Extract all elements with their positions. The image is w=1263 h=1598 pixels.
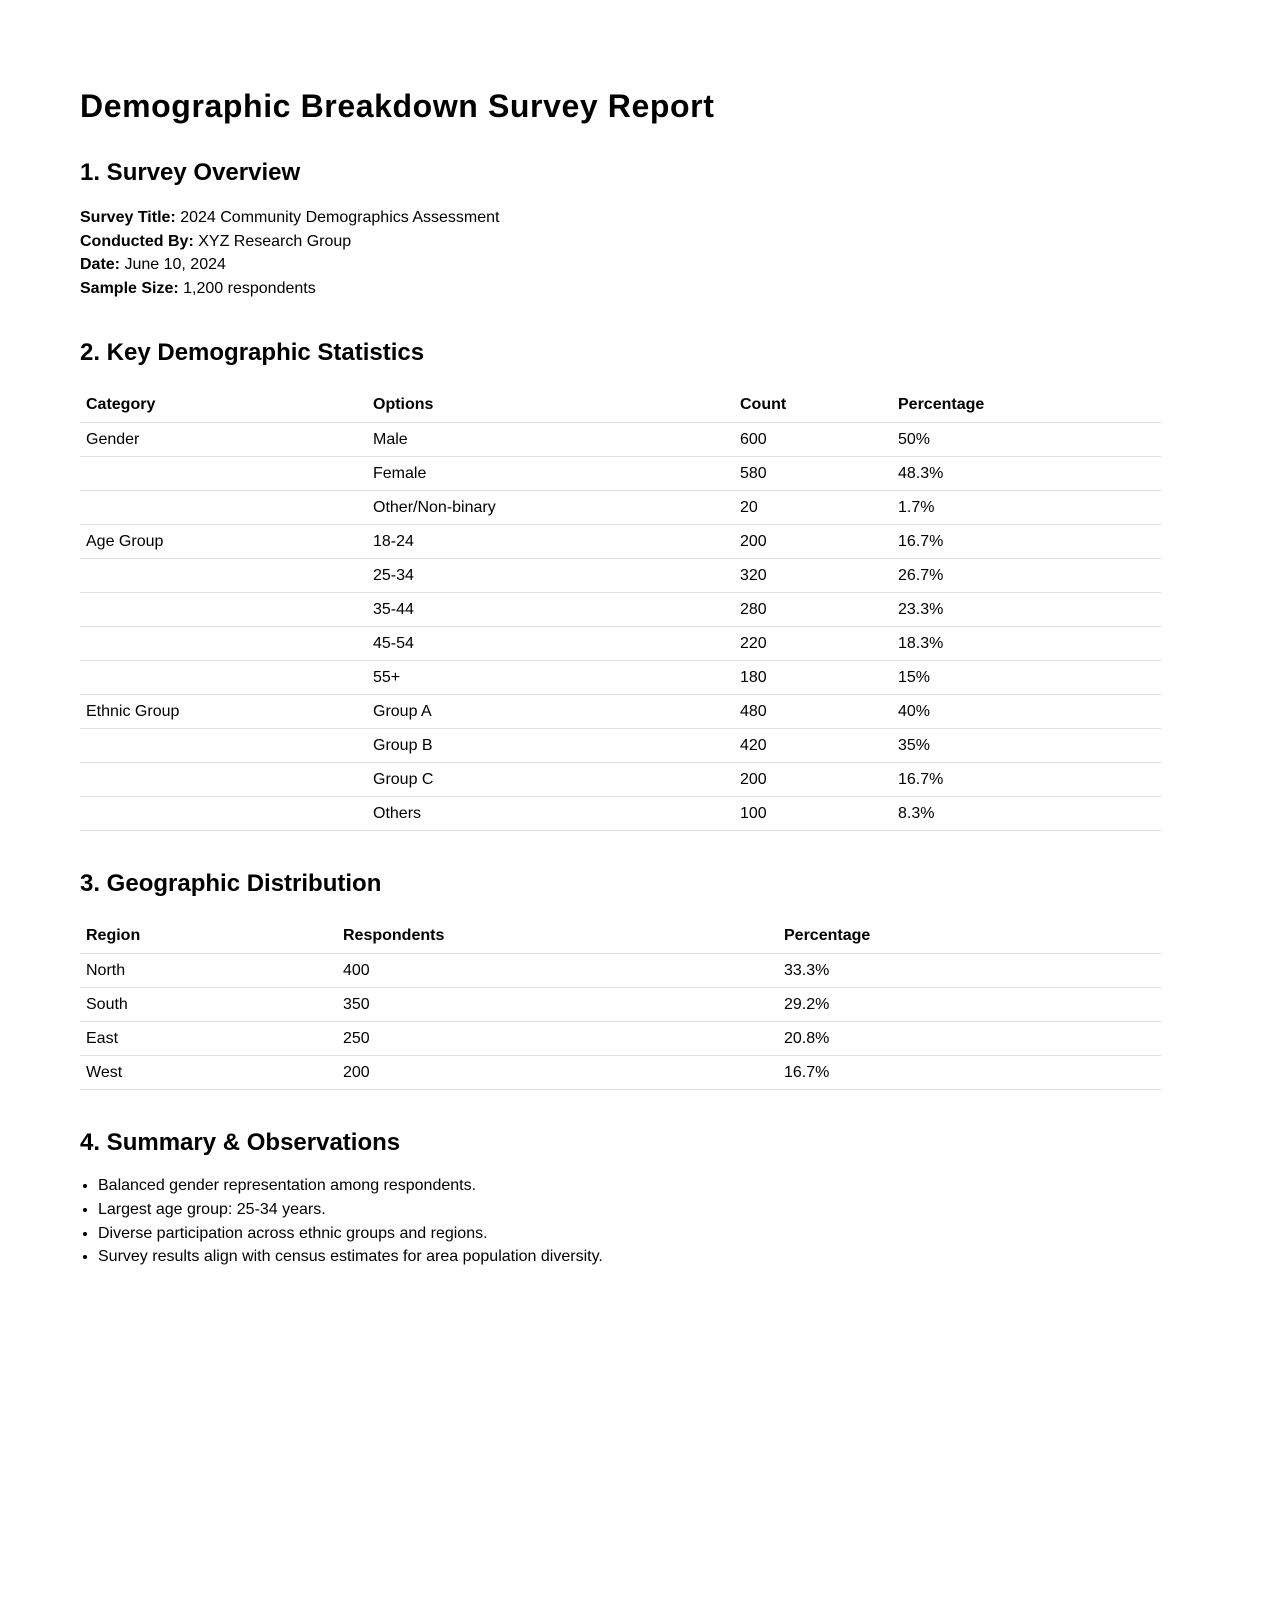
- table-row: [80, 954, 1161, 988]
- table-cell: 35%: [892, 729, 1161, 763]
- table-cell: 18-24: [367, 525, 734, 559]
- table-cell: 50%: [892, 423, 1161, 457]
- table-row: [80, 525, 1161, 559]
- table-cell: 200: [734, 525, 892, 559]
- table-header-row: [80, 388, 1161, 423]
- table-cell: 26.7%: [892, 559, 1161, 593]
- table-row: [80, 763, 1161, 797]
- field-label: Survey Title:: [80, 209, 176, 226]
- table-cell: 23.3%: [892, 593, 1161, 627]
- table-cell: 420: [734, 729, 892, 763]
- table-cell: [80, 457, 367, 491]
- table-cell: 16.7%: [892, 763, 1161, 797]
- table-cell: South: [80, 988, 337, 1022]
- table-row: [80, 491, 1161, 525]
- table-row: [80, 1022, 1161, 1056]
- table-cell: [80, 491, 367, 525]
- table-cell: Other/Non-binary: [367, 491, 734, 525]
- table-row: [80, 729, 1161, 763]
- table-row: [80, 627, 1161, 661]
- table-cell: 18.3%: [892, 627, 1161, 661]
- column-header: Count: [734, 388, 892, 423]
- table-row: [80, 559, 1161, 593]
- table-cell: [80, 763, 367, 797]
- table-cell: Group A: [367, 695, 734, 729]
- table-cell: 20.8%: [778, 1022, 1161, 1056]
- date-row: [80, 253, 1183, 277]
- table-cell: [80, 661, 367, 695]
- table-cell: 29.2%: [778, 988, 1161, 1022]
- table-cell: 20: [734, 491, 892, 525]
- table-cell: 16.7%: [892, 525, 1161, 559]
- table-cell: 220: [734, 627, 892, 661]
- table-row: [80, 423, 1161, 457]
- table-cell: 280: [734, 593, 892, 627]
- table-cell: 33.3%: [778, 954, 1161, 988]
- list-item: • Survey results align with census estimates for area population diversity.: [98, 1245, 1183, 1269]
- table-cell: 250: [337, 1022, 778, 1056]
- key-statistics-heading: 2. Key Demographic Statistics: [80, 339, 425, 367]
- table-row: [80, 661, 1161, 695]
- table-cell: North: [80, 954, 337, 988]
- table-cell: East: [80, 1022, 337, 1056]
- survey-overview-heading: 1. Survey Overview: [80, 159, 301, 186]
- table-cell: 200: [734, 763, 892, 797]
- table-cell: [80, 559, 367, 593]
- table-cell: 180: [734, 661, 892, 695]
- column-header: Category: [80, 388, 367, 423]
- sample-size-row: [80, 277, 1183, 301]
- survey-overview-details: [80, 206, 1183, 300]
- page-title: Demographic Breakdown Survey Report: [80, 88, 715, 124]
- summary-list: [80, 1174, 1183, 1268]
- table-cell: 480: [734, 695, 892, 729]
- table-cell: 350: [337, 988, 778, 1022]
- table-cell: 35-44: [367, 593, 734, 627]
- table-cell: Ethnic Group: [80, 695, 367, 729]
- table-row: [80, 1056, 1161, 1090]
- field-label: Sample Size:: [80, 279, 179, 297]
- list-item: • Largest age group: 25-34 years.: [98, 1198, 1183, 1222]
- table-row: [80, 988, 1161, 1022]
- field-label: Date:: [80, 256, 121, 274]
- table-cell: 8.3%: [892, 797, 1161, 831]
- table-cell: 16.7%: [778, 1056, 1161, 1090]
- table-cell: 55+: [367, 661, 734, 695]
- table-cell: [80, 729, 367, 763]
- table-cell: West: [80, 1056, 337, 1090]
- table-cell: 1.7%: [892, 491, 1161, 525]
- demographic-statistics-table: [80, 388, 1161, 831]
- survey-title-row: [80, 206, 1183, 230]
- column-header: Options: [367, 388, 734, 423]
- geographic-distribution-heading: 3. Geographic Distribution: [80, 870, 382, 898]
- table-cell: 48.3%: [892, 457, 1161, 491]
- field-label: Conducted By:: [80, 232, 194, 250]
- table-cell: Group C: [367, 763, 734, 797]
- table-cell: 600: [734, 423, 892, 457]
- list-item: • Diverse participation across ethnic groups and regions.: [98, 1222, 1183, 1246]
- table-cell: Others: [367, 797, 734, 831]
- table-cell: Female: [367, 457, 734, 491]
- table-cell: [80, 797, 367, 831]
- table-cell: Group B: [367, 729, 734, 763]
- table-row: [80, 695, 1161, 729]
- column-header: Region: [80, 919, 337, 954]
- table-row: [80, 797, 1161, 831]
- table-cell: 25-34: [367, 559, 734, 593]
- table-cell: [80, 593, 367, 627]
- column-header: Percentage: [778, 919, 1161, 954]
- column-header: Percentage: [892, 388, 1161, 423]
- table-row: [80, 593, 1161, 627]
- table-cell: 200: [337, 1056, 778, 1090]
- conducted-by-row: [80, 230, 1183, 254]
- table-cell: [80, 627, 367, 661]
- field-value: XYZ Research Group: [198, 232, 352, 250]
- summary-heading: 4. Summary & Observations: [80, 1129, 401, 1157]
- table-cell: Age Group: [80, 525, 367, 559]
- table-header-row: [80, 919, 1161, 954]
- table-cell: Male: [367, 423, 734, 457]
- field-value: 2024 Community Demographics Assessment: [180, 209, 500, 226]
- table-row: [80, 457, 1161, 491]
- table-cell: 15%: [892, 661, 1161, 695]
- table-cell: 400: [337, 954, 778, 988]
- table-cell: Gender: [80, 423, 367, 457]
- table-cell: 40%: [892, 695, 1161, 729]
- column-header: Respondents: [337, 919, 778, 954]
- geographic-distribution-table: [80, 919, 1161, 1090]
- field-value: June 10, 2024: [124, 256, 226, 274]
- table-cell: 320: [734, 559, 892, 593]
- table-cell: 45-54: [367, 627, 734, 661]
- list-item: • Balanced gender representation among respondents.: [98, 1174, 1183, 1198]
- field-value: 1,200 respondents: [183, 279, 316, 297]
- table-cell: 580: [734, 457, 892, 491]
- table-cell: 100: [734, 797, 892, 831]
